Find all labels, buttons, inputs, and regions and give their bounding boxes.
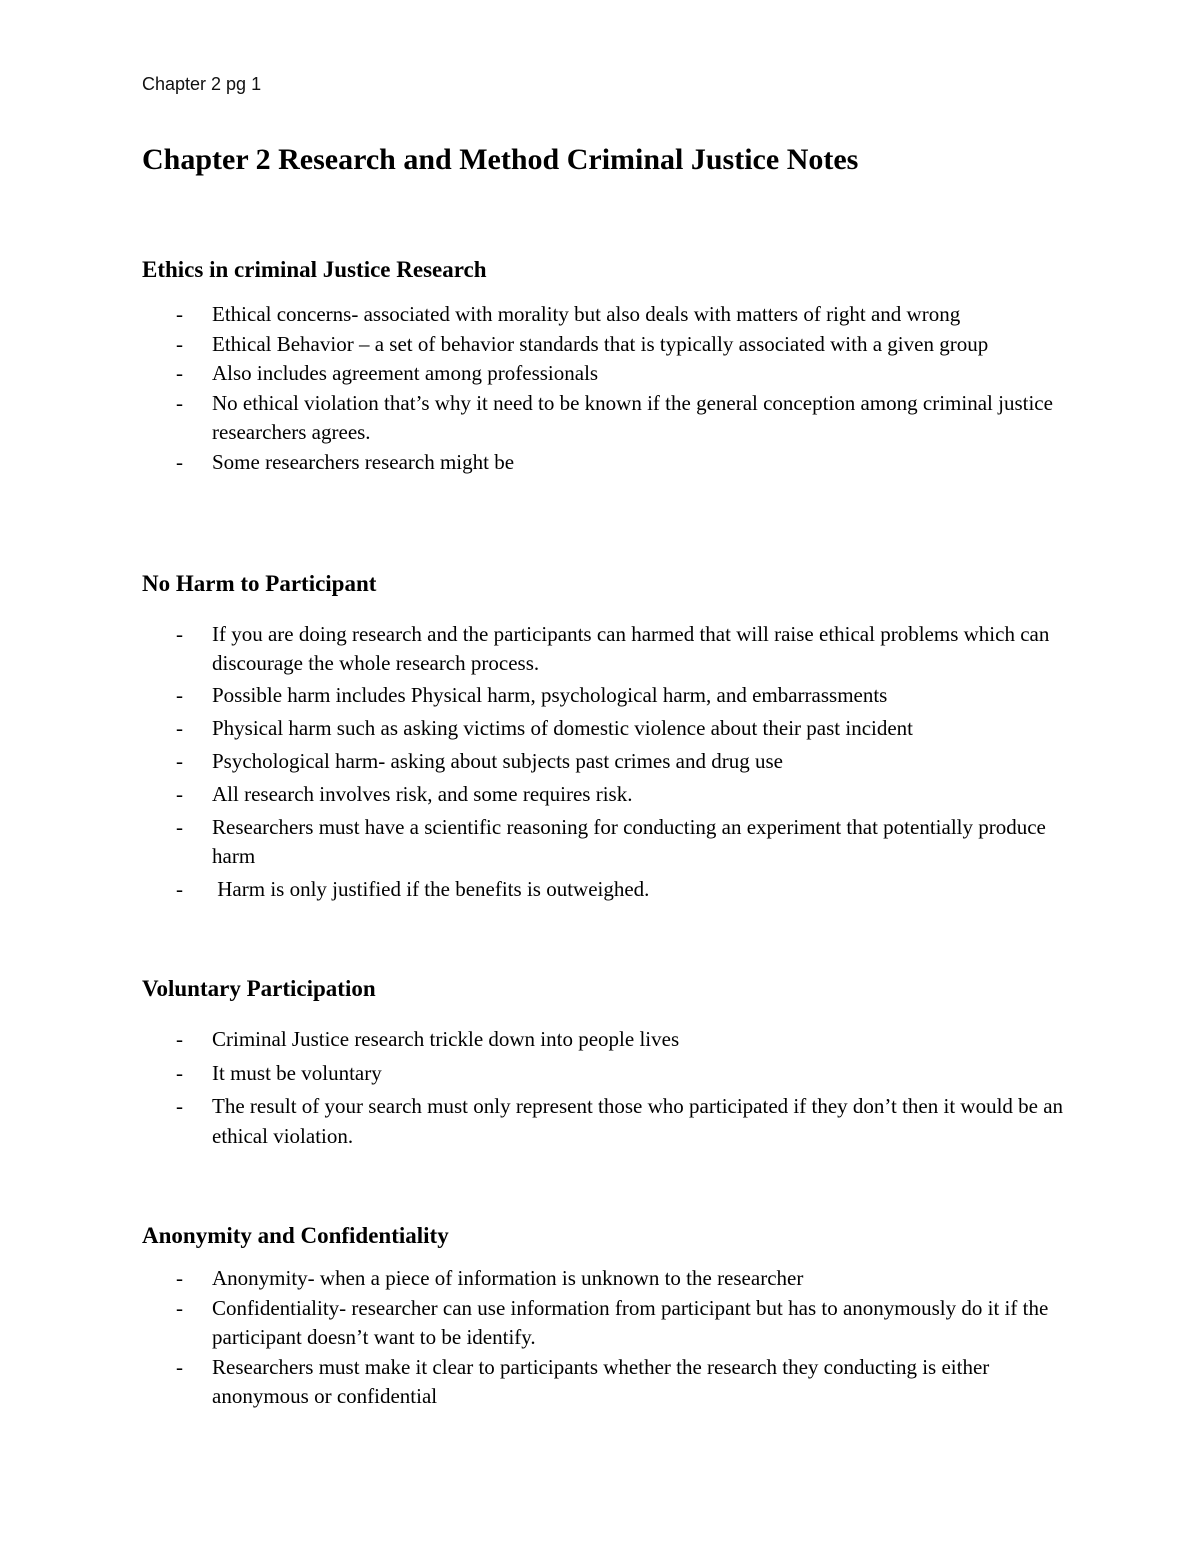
- list-item: [142, 359, 1082, 389]
- list-item: [142, 1353, 1082, 1412]
- dash-bullet: -: [176, 1094, 183, 1118]
- section-heading: Ethics in criminal Justice Research: [142, 257, 487, 282]
- list-item-text: Harm is only justified if the benefits is outweighed.: [212, 877, 650, 901]
- dash-bullet: -: [176, 716, 183, 740]
- list-item: [142, 813, 1082, 871]
- dash-bullet: -: [176, 683, 183, 707]
- section-ethics: [142, 256, 1082, 477]
- list-item-text: Ethical Behavior – a set of behavior standards that is typically associated with a given group: [212, 331, 989, 356]
- list-item-text: Also includes agreement among professionals: [212, 361, 599, 385]
- dash-bullet: -: [176, 877, 183, 901]
- bullet-list: [142, 300, 1082, 477]
- list-item-text: It must be voluntary: [212, 1060, 382, 1085]
- dash-bullet: -: [176, 449, 183, 474]
- list-item-text: Anonymity- when a piece of information is unknown to the researcher: [212, 1266, 804, 1290]
- dash-bullet: -: [176, 815, 183, 839]
- section-heading: No Harm to Participant: [142, 571, 377, 596]
- dash-bullet: -: [176, 331, 183, 356]
- list-item: [142, 330, 1082, 360]
- list-item: [142, 1059, 1082, 1089]
- list-item-text: Possible harm includes Physical harm, psychological harm, and embarrassments: [212, 683, 888, 707]
- bullet-list: [142, 1264, 1082, 1412]
- list-item-text: Criminal Justice research trickle down into people lives: [212, 1027, 680, 1051]
- list-item-text: Psychological harm- asking about subjects past crimes and drug use: [212, 749, 783, 773]
- section-heading: Anonymity and Confidentiality: [142, 1223, 449, 1248]
- section-anonymity-confidentiality: [142, 1222, 1082, 1412]
- list-item: [142, 747, 1082, 776]
- list-item-text: No ethical violation that’s why it need to be known if the general conception among criminal justice researchers agrees.: [212, 390, 1053, 444]
- dash-bullet: -: [176, 361, 183, 385]
- list-item: [142, 300, 1082, 330]
- list-item-text: Some researchers research might be: [212, 449, 515, 474]
- section-voluntary-participation: [142, 975, 1082, 1155]
- list-item-text: The result of your search must only represent those who participated if they don’t then it would be an ethical violation.: [212, 1094, 1064, 1148]
- dash-bullet: -: [176, 749, 183, 773]
- list-item: [142, 1025, 1082, 1055]
- dash-bullet: -: [176, 1027, 183, 1051]
- list-item: [142, 780, 1082, 809]
- list-item-text: Ethical concerns- associated with morality but also deals with matters of right and wrong: [212, 302, 961, 326]
- list-item: [142, 1092, 1082, 1151]
- list-item: [142, 1294, 1082, 1353]
- page-header: Chapter 2 pg 1: [142, 74, 262, 94]
- list-item-text: All research involves risk, and some requires risk.: [212, 782, 633, 806]
- dash-bullet: -: [176, 1060, 183, 1085]
- dash-bullet: -: [176, 1354, 183, 1379]
- list-item: [142, 714, 1082, 743]
- dash-bullet: -: [176, 1266, 183, 1290]
- list-item: [142, 620, 1082, 678]
- list-item-text: Researchers must make it clear to participants whether the research they conducting is either anonymous or confidential: [212, 1354, 990, 1408]
- dash-bullet: -: [176, 622, 183, 646]
- dash-bullet: -: [176, 302, 183, 326]
- document-title: Chapter 2 Research and Method Criminal Justice Notes: [142, 143, 859, 176]
- list-item-text: Physical harm such as asking victims of domestic violence about their past incident: [212, 716, 914, 740]
- list-item: [142, 1264, 1082, 1294]
- list-item-text: If you are doing research and the participants can harmed that will raise ethical problems which can discourage the whole research process.: [212, 622, 1050, 675]
- list-item-text: Confidentiality- researcher can use information from participant but has to anonymously do it if the participant doesn’t want to be identify.: [212, 1295, 1049, 1349]
- list-item-text: Researchers must have a scientific reasoning for conducting an experiment that potentially produce harm: [212, 815, 1046, 868]
- dash-bullet: -: [176, 782, 183, 806]
- dash-bullet: -: [176, 1295, 183, 1320]
- bullet-list: [142, 620, 1082, 904]
- bullet-list: [142, 1025, 1082, 1151]
- list-item: [142, 681, 1082, 710]
- list-item: [142, 875, 1082, 904]
- section-heading: Voluntary Participation: [142, 976, 376, 1001]
- list-item: [142, 448, 1082, 478]
- section-no-harm: [142, 570, 1082, 908]
- dash-bullet: -: [176, 390, 183, 415]
- list-item: [142, 389, 1082, 448]
